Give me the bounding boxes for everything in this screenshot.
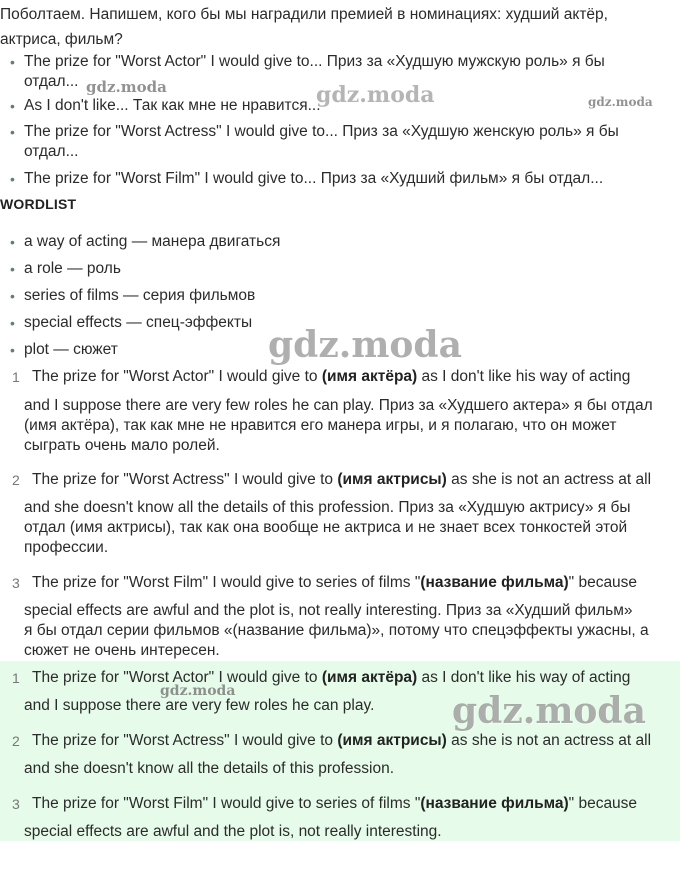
intro-bullet-line: отдал...: [24, 73, 79, 90]
answer-line: [32, 471, 651, 489]
answer-number: 2: [12, 733, 20, 749]
answer-line: профессии.: [24, 539, 109, 556]
wordlist-item: • special effects — спец-эффекты: [8, 313, 280, 333]
answer-line: [32, 368, 630, 386]
watermark: gdz.moda: [268, 324, 462, 366]
answer-text: " because: [568, 574, 638, 591]
answer-text: The prize for "Worst Actor" I would give to: [32, 669, 322, 686]
answer-placeholder: (имя актрисы): [337, 732, 447, 749]
answer-text: The prize for "Worst Actor" I would give to: [32, 368, 322, 385]
answer-box: [0, 661, 680, 841]
answer-text: as I don't like his way of acting: [417, 368, 631, 385]
wordlist-item: • plot — сюжет: [8, 340, 280, 360]
watermark: gdz.moda: [588, 95, 653, 109]
intro-bullet-item: [8, 122, 619, 162]
intro-bullet-line: The prize for "Worst Actress" I would give to... Приз за «Худшую женскую роль» я бы: [24, 123, 619, 140]
answer-text: as she is not an actress at all: [446, 471, 652, 488]
watermark: gdz.moda: [316, 82, 435, 108]
answer-text: as she is not an actress at all: [446, 732, 652, 749]
answer-line: сюжет не очень интересен.: [24, 642, 220, 659]
answer-text: The prize for "Worst Film" I would give to series of films ": [32, 574, 421, 591]
wordlist-item: • a way of acting — манера двигаться: [8, 232, 280, 252]
intro-bullet-line: The prize for "Worst Actor" I would give to... Приз за «Худшую мужскую роль» я бы: [24, 53, 605, 70]
answer-placeholder: (имя актёра): [321, 368, 418, 385]
intro-bullet-line: The prize for "Worst Film" I would give to... Приз за «Худший фильм» я бы отдал...: [24, 170, 604, 187]
answer-number: 3: [12, 796, 20, 812]
intro-text: Поболтаем. Напишем, кого бы мы наградили премией в номинациях: худший актёр, актриса, фильм?: [0, 6, 608, 48]
intro-bullet-item: [8, 96, 619, 116]
answer-number: 1: [12, 369, 20, 385]
intro-bullet-list: [8, 52, 619, 189]
answer-placeholder: (имя актрисы): [337, 471, 447, 488]
intro-bullet-line: отдал...: [24, 143, 79, 160]
wordlist: [8, 232, 280, 360]
answer-line: [32, 574, 637, 592]
answer-line: (имя актёра), так как мне не нравится его манера игры, и я полагаю, что он может: [24, 417, 617, 434]
wordlist-heading: WORDLIST: [0, 196, 77, 212]
answer-line: and I suppose there are very few roles he can play.: [24, 697, 375, 714]
answer-text: The prize for "Worst Film" I would give to series of films ": [32, 795, 421, 812]
answer-line: and I suppose there are very few roles he can play. Приз за «Худшего актера» я бы отдал: [24, 397, 653, 414]
watermark: gdz.moda: [160, 683, 236, 699]
answer-text: The prize for "Worst Actress" I would give to: [32, 732, 338, 749]
answer-placeholder: (имя актёра): [321, 669, 418, 686]
answer-placeholder: (название фильма): [420, 574, 569, 591]
answer-number: 1: [12, 670, 20, 686]
answer-line: special effects are awful and the plot is, not really interesting.: [24, 823, 442, 840]
answer-line: and she doesn't know all the details of this profession. Приз за «Худшую актрису» я бы: [24, 499, 631, 516]
answer-line: [32, 669, 630, 687]
intro-bullet-item: [8, 169, 619, 189]
wordlist-item: • series of films — серия фильмов: [8, 286, 280, 306]
watermark: gdz.moda: [86, 78, 167, 96]
watermark: gdz.moda: [452, 690, 646, 732]
wordlist-item: • a role — роль: [8, 259, 280, 279]
answer-placeholder: (название фильма): [420, 795, 569, 812]
answer-line: special effects are awful and the plot is, not really interesting. Приз за «Худший фильм»: [24, 602, 633, 619]
answer-line: [32, 795, 637, 813]
answer-line: [32, 732, 651, 750]
intro-bullet-line: As I don't like... Так как мне не нравится...: [24, 97, 321, 114]
answer-line: сыграть очень мало ролей.: [24, 437, 220, 454]
answer-line: отдал (имя актрисы), так как она вообще не актриса и не знает всех тонкостей этой: [24, 519, 628, 536]
answer-number: 3: [12, 575, 20, 591]
answer-number: 2: [12, 472, 20, 488]
answer-text: " because: [568, 795, 638, 812]
answer-line: я бы отдал серии фильмов «(название фильма)», потому что спецэффекты ужасны, а: [24, 622, 649, 639]
answer-line: and she doesn't know all the details of this profession.: [24, 760, 395, 777]
answer-text: as I don't like his way of acting: [417, 669, 631, 686]
answer-text: The prize for "Worst Actress" I would give to: [32, 471, 338, 488]
